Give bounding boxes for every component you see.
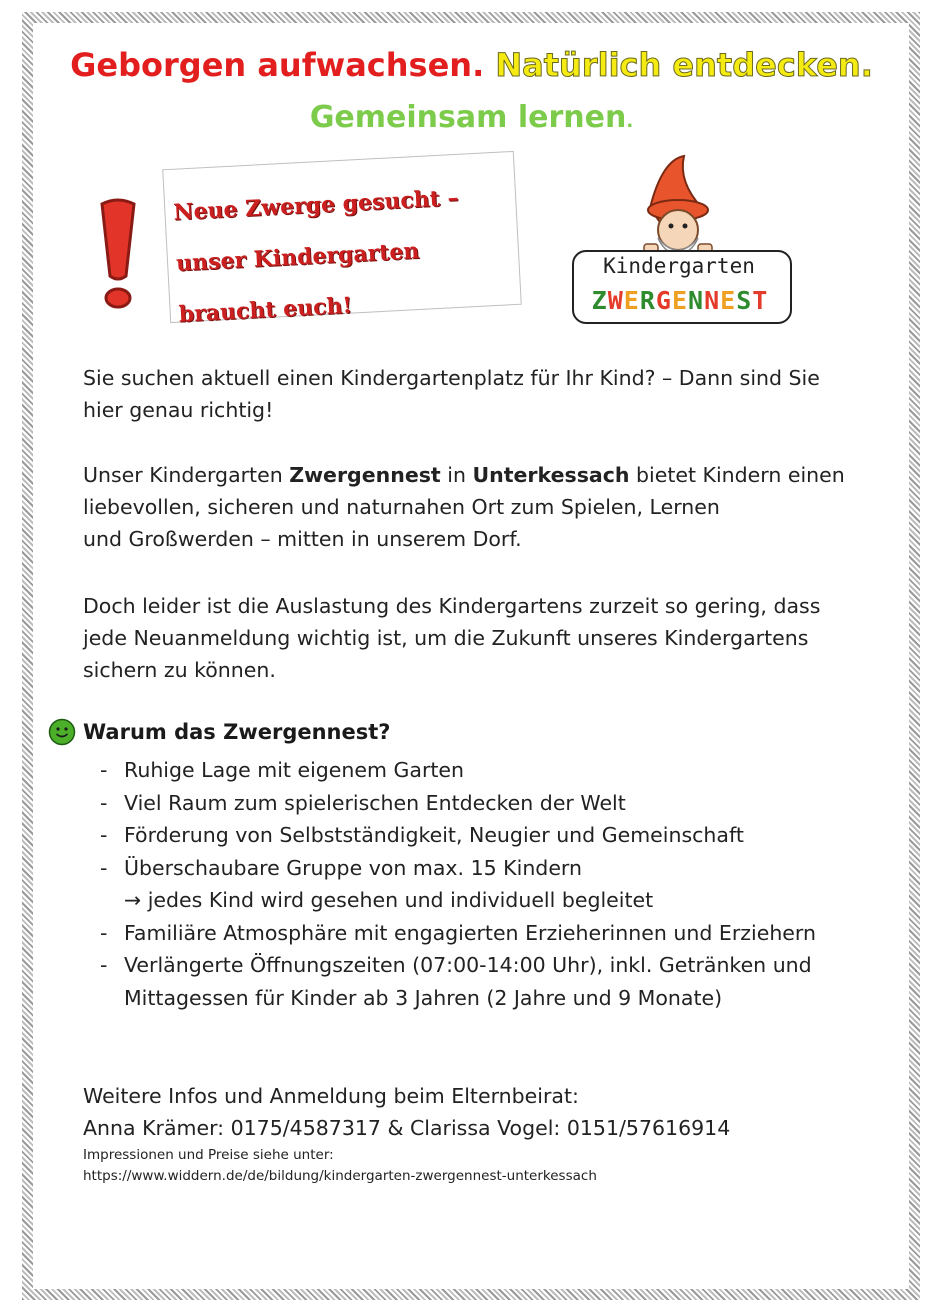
about-text: bietet Kindern einen	[629, 463, 845, 487]
website-link[interactable]: https://www.widdern.de/de/bildung/kindergarten-zwergennest-unterkessach	[83, 1168, 597, 1184]
smiley-icon	[48, 718, 76, 746]
intro-line: Sie suchen aktuell einen Kindergartenplatz für Ihr Kind? – Dann sind Sie	[83, 366, 820, 390]
logo-line1: Kindergarten	[603, 254, 755, 278]
headline-red: Geborgen aufwachsen.	[70, 46, 485, 84]
list-item: - Förderung von Selbstständigkeit, Neugier und Gemeinschaft	[100, 823, 744, 847]
contact-block	[83, 1080, 730, 1144]
headline	[0, 46, 943, 84]
contact-line: Weitere Infos und Anmeldung beim Elternbeirat:	[83, 1084, 579, 1108]
notice-line: unser Kindergarten	[175, 237, 420, 277]
subline	[0, 100, 943, 135]
about-line: liebevollen, sicheren und naturnahen Ort zum Spielen, Lernen	[83, 495, 720, 519]
intro-paragraph	[83, 362, 820, 426]
notice-line: Neue Zwerge gesucht –	[172, 184, 460, 226]
logo-letter: E	[623, 286, 640, 315]
gnome-icon	[566, 152, 796, 262]
notice-box	[162, 151, 522, 328]
about-bold-name: Zwergennest	[289, 463, 441, 487]
exclamation-icon	[96, 196, 140, 312]
logo-letter: N	[704, 286, 721, 315]
logo-line2	[570, 286, 790, 315]
load-paragraph	[83, 590, 820, 686]
notice-line: braucht euch!	[178, 292, 353, 328]
why-title: Warum das Zwergennest?	[83, 720, 391, 744]
list-item-continued: Mittagessen für Kinder ab 3 Jahren (2 Jahre und 9 Monate)	[124, 985, 723, 1010]
logo-letter: W	[607, 286, 624, 315]
subline-dot: .	[626, 111, 634, 132]
impressions-label: Impressionen und Preise siehe unter:	[83, 1147, 334, 1163]
contact-phones: Anna Krämer: 0175/4587317 & Clarissa Vogel: 0151/57616914	[83, 1116, 731, 1140]
logo-letter: E	[671, 286, 689, 315]
about-text: Unser Kindergarten	[83, 463, 290, 487]
logo-letter: Z	[591, 286, 608, 315]
about-paragraph	[83, 459, 845, 555]
logo-letter: T	[752, 286, 769, 315]
logo-letter: E	[720, 286, 737, 315]
kindergarten-logo	[566, 152, 796, 328]
list-item: - Ruhige Lage mit eigenem Garten	[100, 758, 465, 782]
intro-line: hier genau richtig!	[83, 398, 274, 422]
list-item: - Viel Raum zum spielerischen Entdecken der Welt	[100, 790, 626, 815]
about-line	[83, 459, 845, 491]
about-text: in	[440, 463, 473, 487]
logo-letter: G	[655, 286, 672, 315]
why-list	[100, 754, 816, 1014]
list-item: - Familiäre Atmosphäre mit engagierten Erzieherinnen und Erziehern	[100, 920, 816, 945]
list-item: - Verlängerte Öffnungszeiten (07:00-14:00 Uhr), inkl. Getränken und	[100, 953, 812, 977]
subline-text: Gemeinsam lernen	[309, 100, 627, 135]
list-item-continued: → jedes Kind wird gesehen und individuell begleitet	[124, 888, 654, 912]
load-line: Doch leider ist die Auslastung des Kindergartens zurzeit so gering, dass	[83, 594, 821, 618]
logo-letter: R	[639, 286, 656, 315]
load-line: jede Neuanmeldung wichtig ist, um die Zukunft unseres Kindergartens	[83, 626, 809, 650]
about-line: und Großwerden – mitten in unserem Dorf.	[83, 527, 522, 551]
list-item: - Überschaubare Gruppe von max. 15 Kindern	[100, 855, 582, 880]
logo-letter: N	[688, 286, 705, 315]
load-line: sichern zu können.	[83, 658, 276, 682]
headline-yellow: Natürlich entdecken.	[495, 46, 873, 84]
about-bold-place: Unterkessach	[472, 463, 630, 487]
logo-letter: S	[736, 286, 753, 315]
